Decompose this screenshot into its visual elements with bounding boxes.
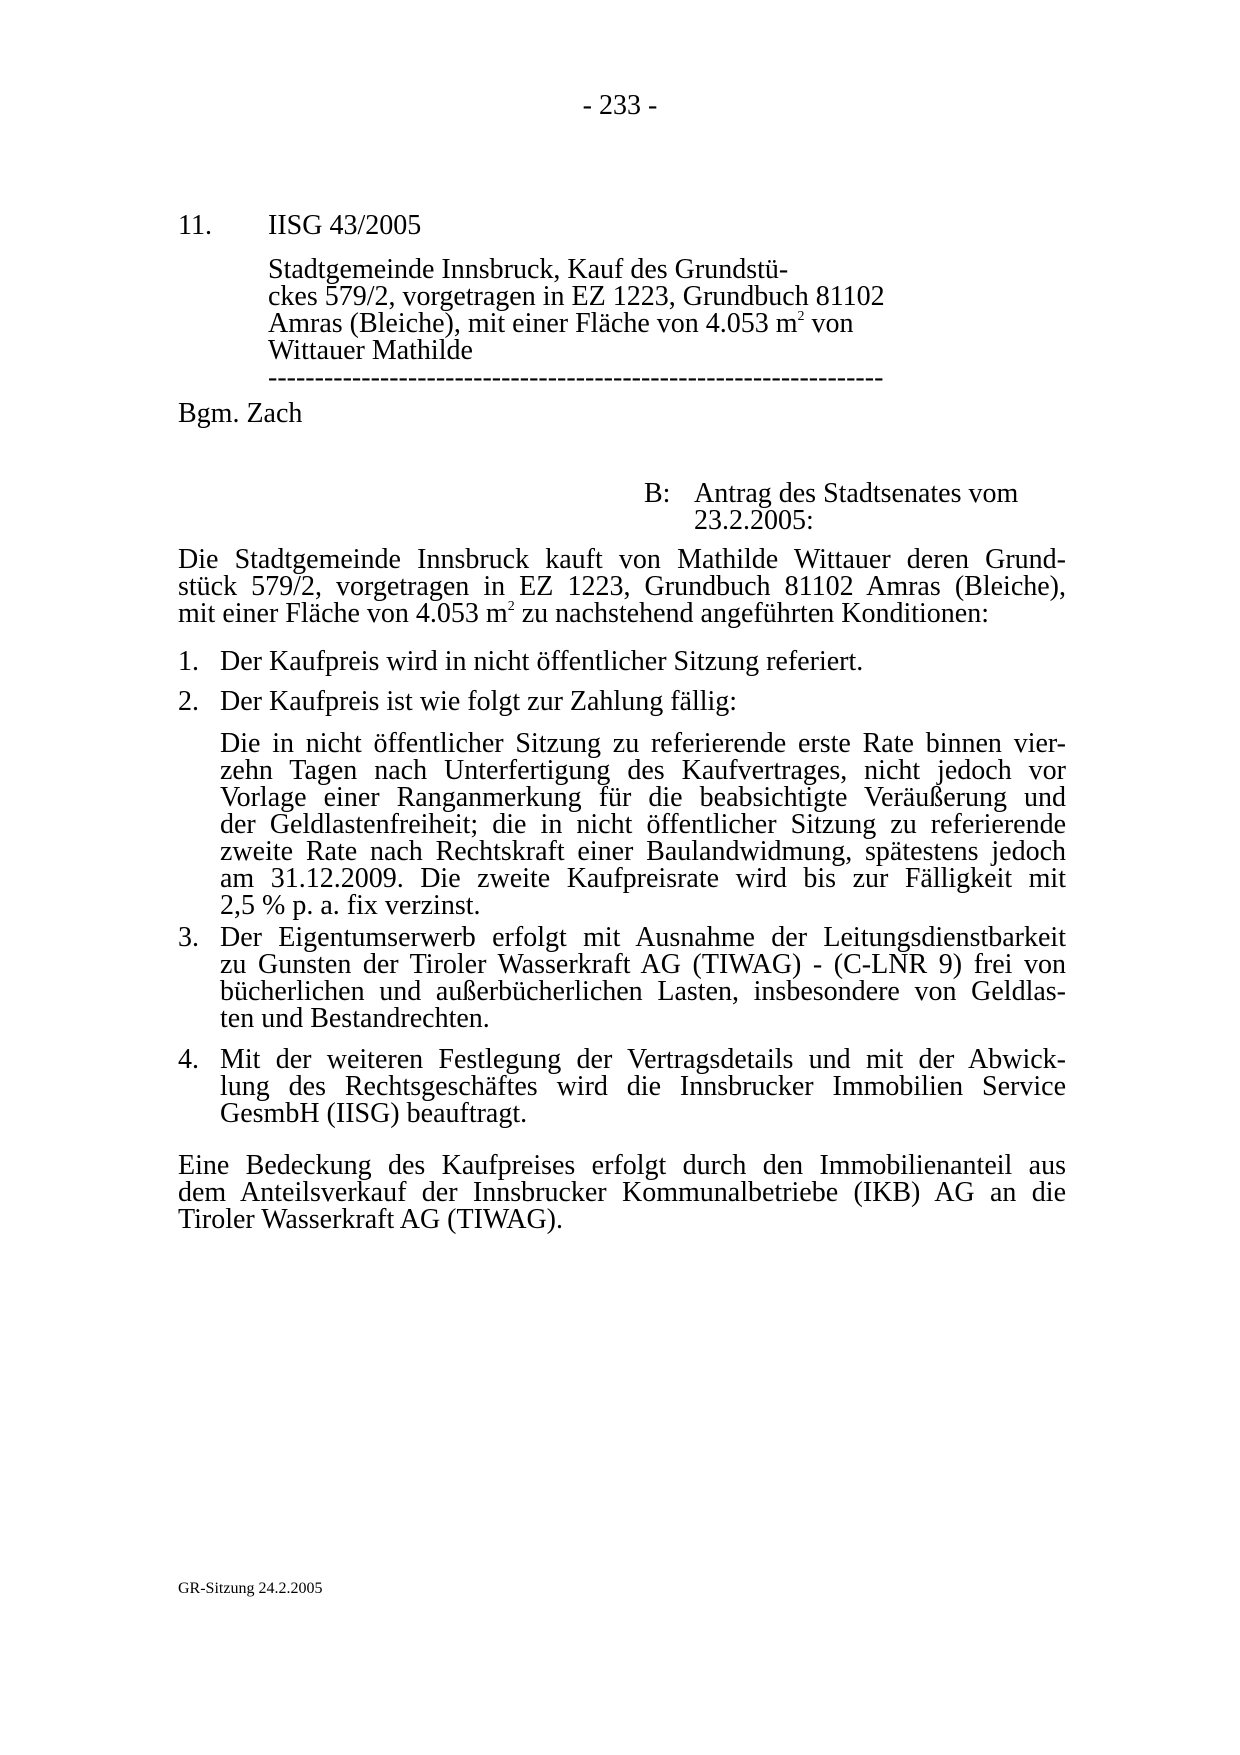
- subject-line: [268, 310, 948, 337]
- payment-terms-line: zweite Rate nach Rechtskraft einer Baulandwidmung, spätestens jedoch: [220, 836, 1066, 867]
- agenda-item-reference: IISG 43/2005: [268, 210, 422, 241]
- condition-line: Der Kaufpreis wird in nicht öffentlicher Sitzung referiert.: [220, 646, 864, 677]
- condition-number: 3.: [178, 922, 199, 953]
- payment-terms-line: der Geldlastenfreiheit; die in nicht öffentlicher Sitzung zu referierende: [220, 809, 1066, 840]
- condition-line: Der Kaufpreis ist wie folgt zur Zahlung fällig:: [220, 686, 738, 717]
- condition-line: lung des Rechtsgeschäftes wird die Innsbrucker Immobilien Service: [220, 1071, 1066, 1102]
- subject-line: Wittauer Mathilde: [268, 335, 473, 366]
- condition-number: 4.: [178, 1044, 199, 1075]
- closing-paragraph: [178, 1152, 1066, 1233]
- intro-line: Die Stadtgemeinde Innsbruck kauft von Mathilde Wittauer deren Grund-: [178, 544, 1066, 575]
- condition-text: [220, 1046, 1066, 1127]
- condition-text: [220, 688, 1066, 715]
- payment-terms-line: 2,5 % p. a. fix verzinst.: [220, 890, 481, 921]
- intro-line: stück 579/2, vorgetragen in EZ 1223, Grundbuch 81102 Amras (Bleiche),: [178, 571, 1066, 602]
- condition-line: zu Gunsten der Tiroler Wasserkraft AG (TIWAG) - (C-LNR 9) frei von: [220, 949, 1066, 980]
- condition-text: [220, 924, 1066, 1032]
- payment-terms-line: Die in nicht öffentlicher Sitzung zu referierende erste Rate binnen vier-: [220, 728, 1066, 759]
- condition-line: bücherlichen und außerbücherlichen Lasten, insbesondere von Geldlas-: [220, 976, 1066, 1007]
- speaker-name: Bgm. Zach: [178, 398, 303, 429]
- agenda-item-subject: [268, 256, 948, 364]
- intro-line: [178, 600, 1066, 627]
- page-footer: GR-Sitzung 24.2.2005: [178, 1580, 323, 1597]
- closing-line: dem Anteilsverkauf der Innsbrucker Kommunalbetriebe (IKB) AG an die: [178, 1177, 1066, 1208]
- closing-line: Eine Bedeckung des Kaufpreises erfolgt durch den Immobilienanteil aus: [178, 1150, 1066, 1181]
- subject-line-text: Amras (Bleiche), mit einer Fläche von 4.053 m: [268, 308, 798, 339]
- subject-line: Stadtgemeinde Innsbruck, Kauf des Grundstü-: [268, 254, 789, 285]
- separator-line: ------------------------------------------------------------------: [268, 364, 884, 391]
- condition-number: 2.: [178, 686, 199, 717]
- closing-line: Tiroler Wasserkraft AG (TIWAG).: [178, 1204, 563, 1235]
- payment-terms-line: am 31.12.2009. Die zweite Kaufpreisrate wird bis zur Fälligkeit mit: [220, 863, 1066, 894]
- subject-line-tail: von: [804, 308, 854, 339]
- superscript: 2: [507, 599, 515, 614]
- agenda-item-number: 11.: [178, 210, 212, 241]
- motion-label: B:: [644, 478, 671, 509]
- condition-line: Der Eigentumserwerb erfolgt mit Ausnahme der Leitungsdienstbarkeit: [220, 922, 1066, 953]
- motion-title-line: 23.2.2005:: [694, 505, 814, 536]
- condition-line: Mit der weiteren Festlegung der Vertragsdetails und mit der Abwick-: [220, 1044, 1066, 1075]
- payment-terms-line: Vorlage einer Ranganmerkung für die beabsichtigte Veräußerung und: [220, 782, 1066, 813]
- payment-terms-line: zehn Tagen nach Unterfertigung des Kaufvertrages, nicht jedoch vor: [220, 755, 1066, 786]
- condition-line: ten und Bestandrechten.: [220, 1003, 490, 1034]
- intro-line-tail: zu nachstehend angeführten Konditionen:: [514, 598, 990, 629]
- condition-line: GesmbH (IISG) beauftragt.: [220, 1098, 528, 1129]
- superscript: 2: [797, 309, 805, 324]
- subject-line: ckes 579/2, vorgetragen in EZ 1223, Grundbuch 81102: [268, 281, 885, 312]
- intro-paragraph: [178, 546, 1066, 627]
- payment-terms-paragraph: [220, 730, 1066, 919]
- condition-text: [220, 648, 1066, 675]
- condition-number: 1.: [178, 646, 199, 677]
- page-number: - 233 -: [582, 90, 658, 121]
- intro-line-text: mit einer Fläche von 4.053 m: [178, 598, 508, 629]
- motion-title: [694, 480, 1018, 534]
- motion-title-line: Antrag des Stadtsenates vom: [694, 478, 1019, 509]
